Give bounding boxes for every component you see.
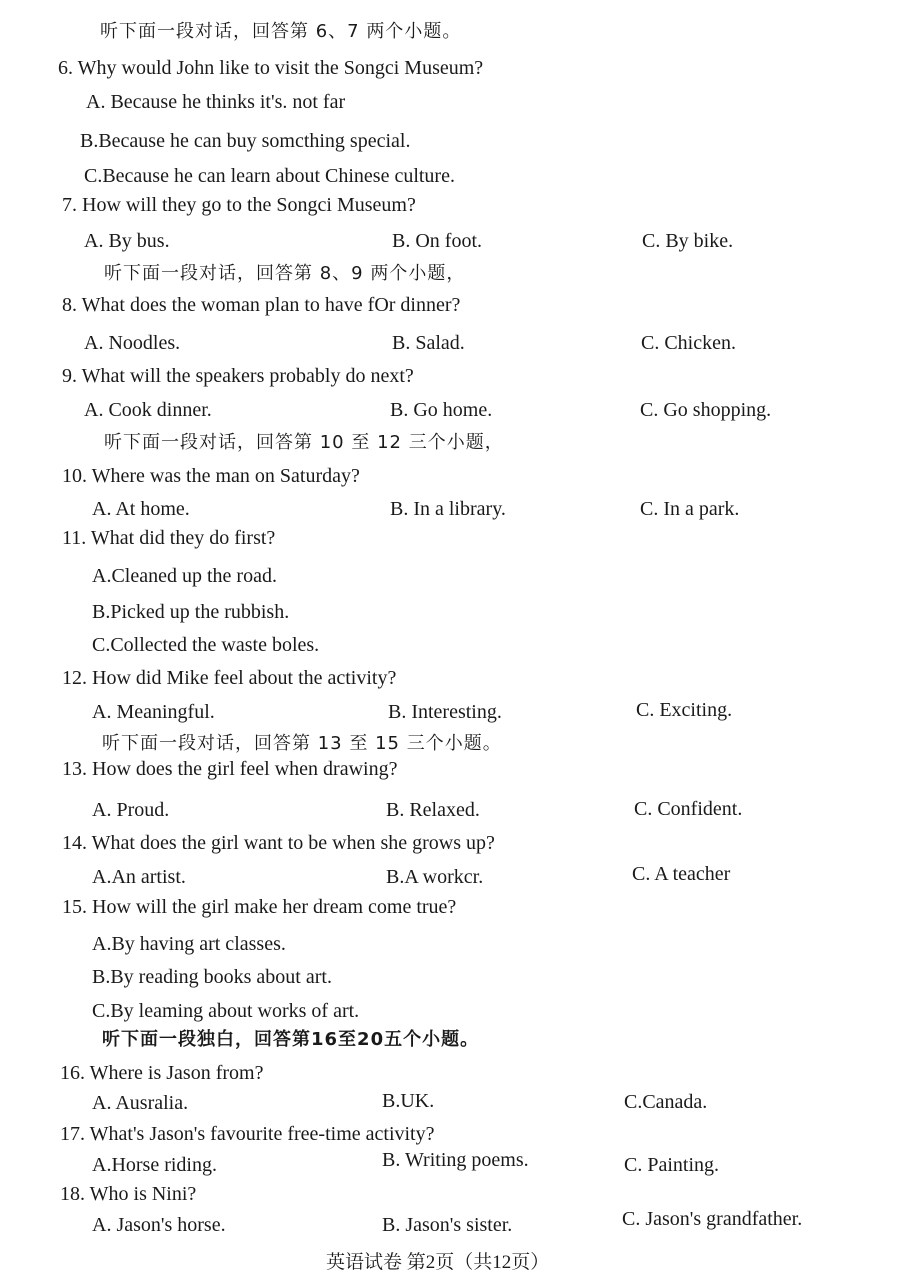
option-a: A. Noodles. [84, 332, 181, 354]
option-b: B.Because he can buy somcthing special. [80, 130, 411, 152]
question-text: 11. What did they do first? [62, 527, 276, 549]
option-a: A. Jason's horse. [92, 1214, 226, 1236]
section-instruction: 听下面一段对话，回答第 6、7 两个小题。 [100, 21, 462, 42]
question-text: 12. How did Mike feel about the activity? [62, 667, 397, 689]
option-b: B. In a library. [390, 498, 506, 520]
option-a: A.By having art classes. [92, 933, 286, 955]
option-c: C. Confident. [634, 798, 743, 820]
section-instruction: 听下面一段对话，回答第 8、9 两个小题， [104, 263, 466, 284]
option-c: C.Because he can learn about Chinese culture. [84, 165, 455, 187]
question-text: 8. What does the woman plan to have fOr dinner? [62, 294, 461, 316]
question-text: 16. Where is Jason from? [60, 1062, 264, 1084]
section-instruction: 听下面一段对话，回答第 13 至 15 三个小题。 [102, 733, 502, 754]
option-c: C. Go shopping. [640, 399, 772, 421]
section-instruction: 听下面一段对话，回答第 10 至 12 三个小题， [104, 432, 504, 453]
question-text: 9. What will the speakers probably do next? [62, 365, 414, 387]
question-text: 13. How does the girl feel when drawing? [62, 758, 398, 780]
option-a: A. Cook dinner. [84, 399, 212, 421]
option-b: B. On foot. [392, 230, 482, 252]
option-a: A.Cleaned up the road. [92, 565, 277, 587]
option-c: C. Chicken. [641, 332, 736, 354]
option-b: B. Go home. [390, 399, 493, 421]
option-c: C. Exciting. [636, 699, 733, 721]
option-b: B.A workcr. [386, 866, 484, 888]
option-c: C. A teacher [632, 863, 731, 885]
option-c: C. By bike. [642, 230, 734, 252]
option-b: B. Salad. [392, 332, 465, 354]
option-b: B.Picked up the rubbish. [92, 601, 290, 623]
question-text: 7. How will they go to the Songci Museum? [62, 194, 416, 216]
option-a: A. By bus. [84, 230, 170, 252]
question-text: 17. What's Jason's favourite free-time activity? [60, 1123, 435, 1145]
option-b: B. Relaxed. [386, 799, 480, 821]
option-c: C.Collected the waste boles. [92, 634, 320, 656]
option-c: C. Jason's grandfather. [622, 1208, 803, 1230]
option-b: B. Writing poems. [382, 1149, 529, 1171]
option-b: B. Jason's sister. [382, 1214, 513, 1236]
question-text: 15. How will the girl make her dream come true? [62, 896, 457, 918]
option-a: A.An artist. [92, 866, 186, 888]
section-instruction: 听下面一段独白，回答第16至20五个小题。 [102, 1029, 480, 1050]
option-b: B. Interesting. [388, 701, 502, 723]
option-a: A. Meaningful. [92, 701, 215, 723]
question-text: 18. Who is Nini? [60, 1183, 197, 1205]
option-a: A. Ausralia. [92, 1092, 189, 1114]
option-c: C.Canada. [624, 1091, 708, 1113]
option-a: A. At home. [92, 498, 190, 520]
option-b: B.UK. [382, 1090, 435, 1112]
page-footer: 英语试卷 第2页（共12页） [326, 1252, 550, 1273]
option-a: A.Horse riding. [92, 1154, 217, 1176]
option-a: A. Proud. [92, 799, 170, 821]
question-text: 6. Why would John like to visit the Songci Museum? [58, 57, 484, 79]
option-c: C. In a park. [640, 498, 740, 520]
question-text: 14. What does the girl want to be when she grows up? [62, 832, 495, 854]
question-text: 10. Where was the man on Saturday? [62, 465, 360, 487]
option-c: C.By leaming about works of art. [92, 1000, 360, 1022]
option-c: C. Painting. [624, 1154, 720, 1176]
option-a: A. Because he thinks it's. not far [86, 91, 346, 113]
option-b: B.By reading books about art. [92, 966, 332, 988]
